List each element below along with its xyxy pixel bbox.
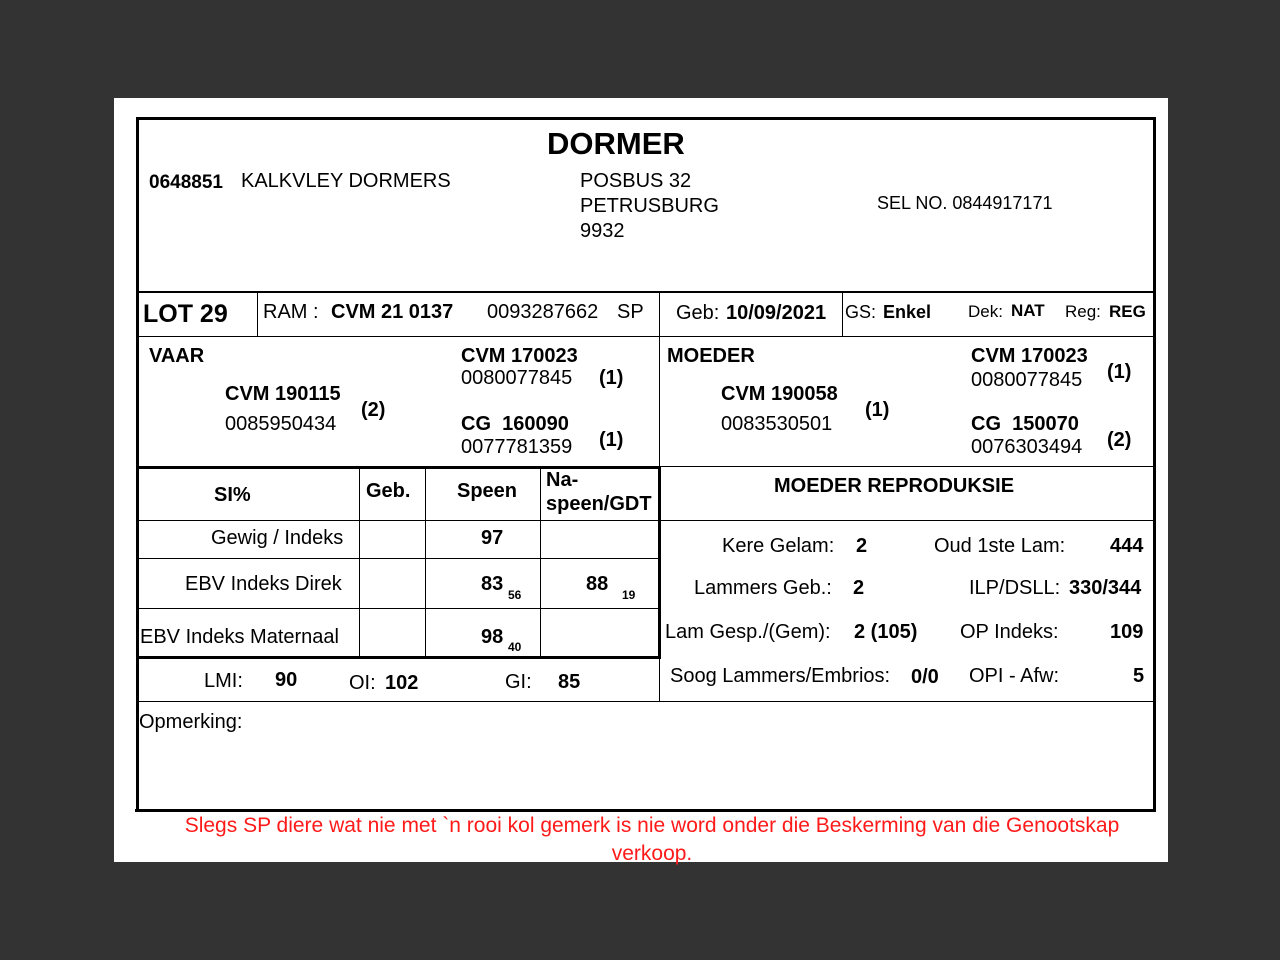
address-line-3: 9932 bbox=[580, 220, 625, 242]
lambs-weaned-value: 2 (105) bbox=[854, 621, 918, 643]
dam-registration: 0083530501 bbox=[721, 413, 833, 435]
sire-registration: 0085950434 bbox=[225, 413, 337, 435]
dek-value: NAT bbox=[1011, 301, 1045, 320]
age-first-lamb-label: Oud 1ste Lam: bbox=[934, 535, 1066, 557]
breeder-number: 0648851 bbox=[149, 172, 223, 193]
dam-sire-id: CVM 170023 bbox=[971, 345, 1088, 367]
reg-label: Reg: bbox=[1065, 302, 1101, 321]
breeder-name: KALKVLEY DORMERS bbox=[241, 170, 451, 192]
oi-value: 102 bbox=[385, 672, 419, 694]
row-ebv-maternal-speen: 98 bbox=[481, 626, 504, 648]
dam-sire-registration: 0080077845 bbox=[971, 369, 1083, 391]
lambs-weaned-label: Lam Gesp./(Gem): bbox=[665, 621, 831, 643]
ilp-value: 330/344 bbox=[1069, 577, 1142, 599]
protection-notice: Slegs SP diere wat nie met `n rooi kol gemerk is nie word onder die Beskerming van die Genootskap verkoop. bbox=[184, 814, 1120, 865]
lmi-label: LMI: bbox=[204, 670, 243, 692]
row-ebv-direct-speen: 83 bbox=[481, 573, 504, 595]
dam-dam-registration: 0076303494 bbox=[971, 436, 1083, 458]
naspeen-header-line-1: Na- bbox=[546, 469, 579, 491]
suckled-lambs-value: 0/0 bbox=[911, 666, 939, 688]
sire-dam-grade: (1) bbox=[599, 429, 624, 451]
row-weight-index-speen: 97 bbox=[481, 527, 504, 549]
oi-label: OI: bbox=[349, 672, 376, 694]
birth-date: 10/09/2021 bbox=[726, 302, 827, 324]
address-line-2: PETRUSBURG bbox=[580, 195, 719, 217]
dam-dam-grade: (2) bbox=[1107, 429, 1132, 451]
age-first-lamb-value: 444 bbox=[1110, 535, 1144, 557]
row-ebv-direct-naspeen: 88 bbox=[586, 573, 609, 595]
dam-id: CVM 190058 bbox=[721, 383, 838, 405]
row-weight-index-label: Gewig / Indeks bbox=[211, 527, 344, 549]
naspeen-header-line-2: speen/GDT bbox=[546, 493, 652, 515]
sire-sire-grade: (1) bbox=[599, 367, 624, 389]
times-lambed-label: Kere Gelam: bbox=[722, 535, 835, 557]
opi-deviation-value: 5 bbox=[1133, 665, 1145, 687]
row-ebv-direct-naspeen-accuracy: 19 bbox=[622, 588, 636, 602]
birth-label: Geb: bbox=[676, 302, 720, 324]
row-ebv-maternal-label: EBV Indeks Maternaal bbox=[140, 626, 339, 648]
lambs-born-label: Lammers Geb.: bbox=[694, 577, 832, 599]
reproduction-title: MOEDER REPRODUKSIE bbox=[774, 475, 1015, 497]
suckled-lambs-label: Soog Lammers/Embrios: bbox=[670, 665, 891, 687]
gs-value: Enkel bbox=[883, 302, 932, 322]
sire-dam-registration: 0077781359 bbox=[461, 436, 573, 458]
sire-grade: (2) bbox=[361, 399, 386, 421]
ram-id: CVM 21 0137 bbox=[331, 301, 454, 323]
op-index-value: 109 bbox=[1110, 621, 1144, 643]
sire-sire-id: CVM 170023 bbox=[461, 345, 578, 367]
dam-grade: (1) bbox=[865, 399, 890, 421]
sire-label: VAAR bbox=[149, 345, 205, 367]
times-lambed-value: 2 bbox=[856, 535, 868, 557]
dam-dam-id: CG 150070 bbox=[971, 413, 1079, 435]
breed-title: DORMER bbox=[547, 126, 685, 161]
reg-value: REG bbox=[1109, 302, 1146, 321]
ilp-label: ILP/DSLL: bbox=[969, 577, 1061, 599]
opi-deviation-label: OPI - Afw: bbox=[969, 665, 1060, 687]
dam-label: MOEDER bbox=[667, 345, 755, 367]
op-index-label: OP Indeks: bbox=[960, 621, 1059, 643]
cell-number: SEL NO. 0844917171 bbox=[877, 193, 1053, 213]
row-ebv-direct-label: EBV Indeks Direk bbox=[185, 573, 342, 595]
sire-id: CVM 190115 bbox=[225, 383, 341, 405]
row-ebv-maternal-speen-accuracy: 40 bbox=[508, 640, 522, 654]
speen-header: Speen bbox=[457, 480, 518, 502]
row-ebv-direct-speen-accuracy: 56 bbox=[508, 588, 522, 602]
remarks-label: Opmerking: bbox=[139, 711, 243, 733]
ram-registration: 0093287662 bbox=[487, 301, 599, 323]
address-line-1: POSBUS 32 bbox=[580, 170, 692, 192]
gs-label: GS: bbox=[845, 302, 877, 322]
lambs-born-value: 2 bbox=[853, 577, 865, 599]
gi-value: 85 bbox=[558, 671, 581, 693]
ram-label: RAM : bbox=[263, 301, 319, 323]
sire-sire-registration: 0080077845 bbox=[461, 367, 573, 389]
dam-sire-grade: (1) bbox=[1107, 361, 1132, 383]
ram-status: SP bbox=[617, 301, 644, 323]
geb-header: Geb. bbox=[366, 480, 411, 502]
gi-label: GI: bbox=[505, 671, 532, 693]
dek-label: Dek: bbox=[968, 302, 1003, 321]
sire-dam-id: CG 160090 bbox=[461, 413, 569, 435]
lot-number: LOT 29 bbox=[143, 300, 228, 328]
si-header: SI% bbox=[214, 484, 251, 506]
lmi-value: 90 bbox=[275, 669, 298, 691]
